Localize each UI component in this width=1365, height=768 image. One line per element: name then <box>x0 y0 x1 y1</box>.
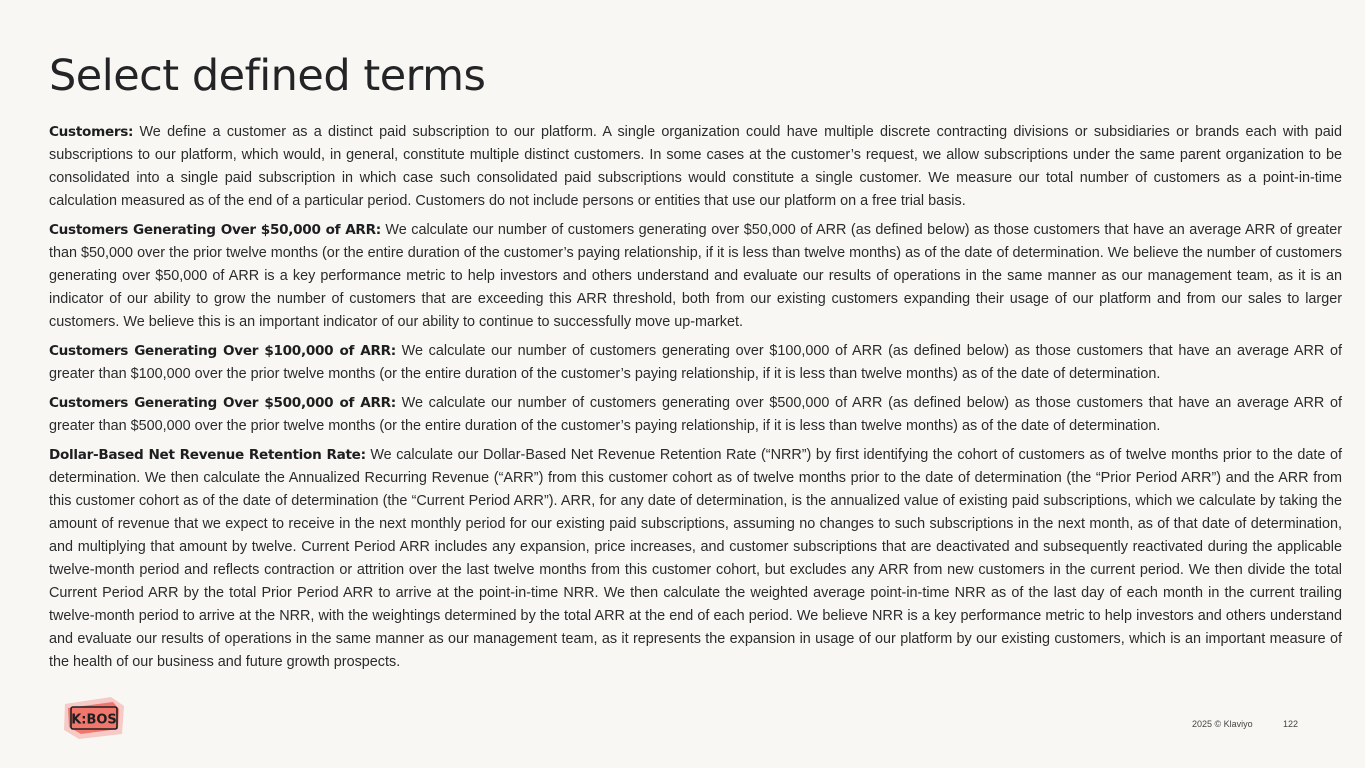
page-title: Select defined terms <box>49 51 486 101</box>
definition-text: We calculate our Dollar-Based Net Revenue Retention Rate (“NRR”) by first identifying the cohort of customers as of twelve months prior to the date of determination. We then calculate the Annualized Recurring Revenue (“ARR”) from this customer cohort as of twelve months prior to the date of determination (the “Prior Period ARR”) and the ARR from this customer cohort as of the date of determination (the “Current Period ARR”). ARR, for any date of determination, is the annualized value of existing paid subscriptions, which we calculate by taking the amount of revenue that we expect to receive in the next monthly period for our existing paid subscriptions, assuming no changes to such subscriptions in the next month, as of that date of determination, and multiplying that amount by twelve. Current Period ARR includes any expansion, price increases, and customer subscriptions that are deactivated and subsequently reactivated during the applicable twelve-month period and reflects contraction or attrition over the last twelve months from this customer cohort, but excludes any ARR from new customers in the current period. We then divide the total Current Period ARR by the total Prior Period ARR to arrive at the point-in-time NRR. We then calculate the weighted average point-in-time NRR as of the last day of each month in the current trailing twelve-month period to arrive at the NRR, with the weightings determined by the total ARR at the end of each period. We believe NRR is a key performance metric to help investors and others understand and evaluate our results of operations in the same manner as our management team, as it represents the expansion in usage of our platform by our existing customers, which is an important measure of the health of our business and future growth prospects. <box>49 447 1342 670</box>
kbos-logo <box>61 694 127 742</box>
definition-customers <box>49 121 1342 213</box>
definition-term: Customers Generating Over $100,000 of ARR: <box>49 343 396 359</box>
definition-text: We calculate our number of customers generating over $100,000 of ARR (as defined below) as those customers that have an average ARR of greater than $100,000 over the prior twelve months (or the entire duration of the customer’s paying relationship, if it is less than twelve months) as of the date of determination. <box>49 343 1342 382</box>
definition-customers-over-50k <box>49 219 1342 334</box>
definition-customers-over-500k <box>49 392 1342 438</box>
definition-term: Customers: <box>49 124 134 140</box>
definitions-list <box>49 121 1342 680</box>
definition-term: Customers Generating Over $50,000 of ARR: <box>49 222 381 238</box>
definition-term: Customers Generating Over $500,000 of ARR: <box>49 395 396 411</box>
definition-text: We define a customer as a distinct paid subscription to our platform. A single organization could have multiple discrete contracting divisions or subsidiaries or brands each with paid subscriptions to our platform, which would, in general, constitute multiple distinct customers. In some cases at the customer’s request, we allow subscriptions under the same parent organization to be consolidated into a single paid subscription in which case such consolidated paid subscriptions would constitute a single customer. We measure our total number of customers as a point-in-time calculation measured as of the end of a particular period. Customers do not include persons or entities that use our platform on a free trial basis. <box>49 124 1343 209</box>
definition-customers-over-100k <box>49 340 1342 386</box>
definition-nrr <box>49 444 1342 674</box>
definition-text: We calculate our number of customers generating over $50,000 of ARR (as defined below) as those customers that have an average ARR of greater than $50,000 over the prior twelve months (or the entire duration of the customer’s paying relationship, if it is less than twelve months) as of the date of determination. We believe the number of customers generating over $50,000 of ARR is a key performance metric to help investors and others understand and evaluate our results of operations in the same manner as our management team, as it is an indicator of our ability to grow the number of customers that are exceeding this ARR threshold, both from our existing customers expanding their usage of our platform and from our sales to larger customers. We believe this is an important indicator of our ability to continue to successfully move up-market. <box>49 222 1342 330</box>
footer-copyright: 2025 © Klaviyo <box>1192 719 1253 729</box>
definition-term: Dollar-Based Net Revenue Retention Rate: <box>49 447 366 463</box>
logo-text: K:BOS <box>71 712 117 728</box>
page-number: 122 <box>1283 719 1299 729</box>
definition-text: We calculate our number of customers generating over $500,000 of ARR (as defined below) as those customers that have an average ARR of greater than $500,000 over the prior twelve months (or the entire duration of the customer’s paying relationship, if it is less than twelve months) as of the date of determination. <box>49 395 1342 434</box>
